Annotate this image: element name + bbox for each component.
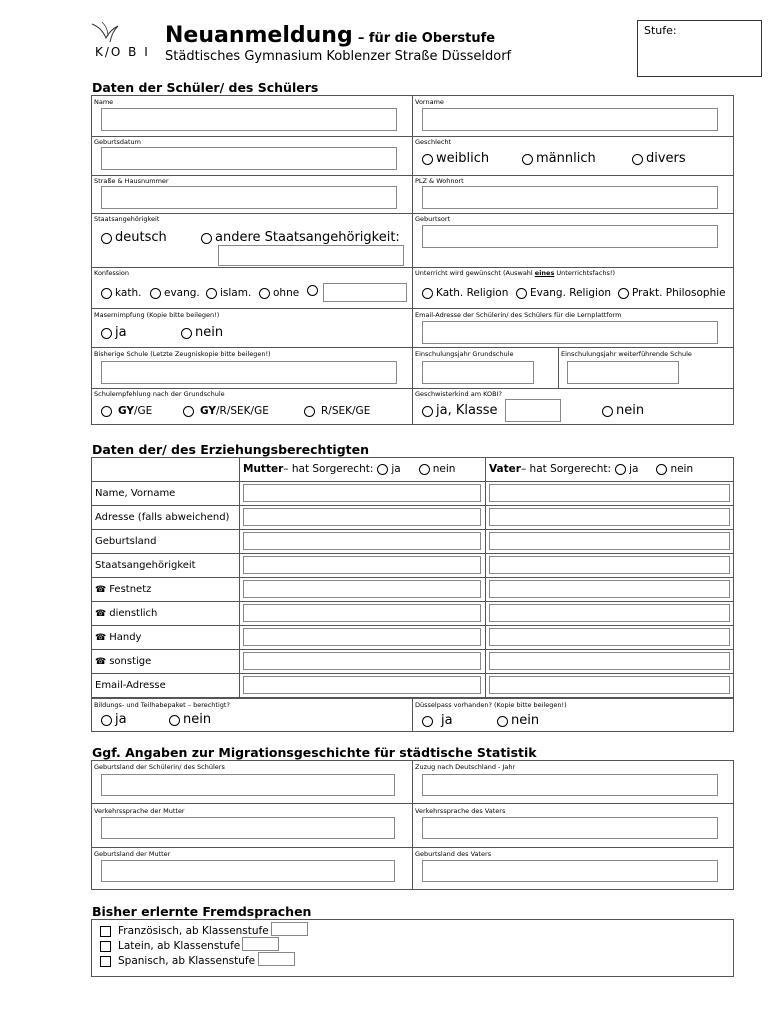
migration-geburtsland-kind-label: Geburtsland der Schülerin/ des Schülers: [94, 763, 225, 771]
radio-icon: [618, 288, 629, 299]
checkbox-icon: [100, 926, 111, 937]
konfession-label: Konfession: [94, 269, 129, 277]
empfehlung-gy-ge-radio[interactable]: GY /GE: [101, 403, 152, 419]
vater-geburtsland-input[interactable]: [489, 532, 730, 550]
radio-icon: [101, 406, 112, 417]
empfehlung-label: Schulempfehlung nach der Grundschule: [94, 390, 225, 398]
geburtsort-input[interactable]: [422, 225, 718, 248]
geschlecht-label: Geschlecht: [415, 138, 452, 146]
page-title: Neuanmeldung – für die Oberstufe: [165, 23, 496, 48]
mutter-festnetz-input[interactable]: [243, 580, 481, 598]
mutter-adresse-input[interactable]: [243, 508, 481, 526]
migration-geburtsland-vater-input[interactable]: [422, 860, 718, 882]
mutter-name-input[interactable]: [243, 484, 481, 502]
row-label-handy: ☎ Handy: [95, 632, 142, 643]
language-spanisch-checkbox[interactable]: Spanisch, ab Klassenstufe: [100, 953, 255, 969]
staat-label: Staatsangehörigkeit: [94, 215, 160, 223]
row-label-email: Email-Adresse: [95, 680, 166, 691]
logo-text: K/O B I: [95, 45, 150, 59]
language-latein-input[interactable]: [242, 937, 279, 951]
einschul-grund-input[interactable]: [422, 361, 534, 384]
phone-icon: ☎: [95, 585, 107, 595]
radio-icon: [201, 233, 212, 244]
geburtsdatum-label: Geburtsdatum: [94, 138, 141, 146]
phone-icon: ☎: [95, 609, 107, 619]
geschlecht-maennlich-radio[interactable]: männlich: [522, 151, 596, 167]
duesselpass-label: Düsselpass vorhanden? (Kopie bitte beilegen!): [415, 701, 567, 709]
migration-sprache-vater-input[interactable]: [422, 817, 718, 839]
bisherige-schule-label: Bisherige Schule (Letzte Zeugniskopie bitte beilegen!): [94, 350, 271, 358]
staat-andere-input[interactable]: [218, 245, 404, 266]
unterricht-kath-radio[interactable]: Kath. Religion: [422, 285, 508, 301]
row-label-sonstige: ☎ sonstige: [95, 656, 152, 667]
migration-sprache-mutter-label: Verkehrssprache der Mutter: [94, 807, 185, 815]
geburtsort-label: Geburtsort: [415, 215, 451, 223]
geschwister-ja-radio[interactable]: ja, Klasse: [422, 403, 498, 419]
migration-zuzug-label: Zuzug nach Deutschland - Jahr: [415, 763, 516, 771]
email-label: Email-Adresse der Schülerin/ des Schülers für die Lernplattform: [415, 311, 622, 319]
vater-staat-input[interactable]: [489, 556, 730, 574]
geschwister-label: Geschwisterkind am KOBI?: [415, 390, 502, 398]
row-label-festnetz: ☎ Festnetz: [95, 584, 152, 595]
mutter-staat-input[interactable]: [243, 556, 481, 574]
vater-sonstige-input[interactable]: [489, 652, 730, 670]
unterricht-philosophie-radio[interactable]: Prakt. Philosophie: [618, 285, 726, 301]
name-label: Name: [94, 98, 114, 106]
migration-zuzug-input[interactable]: [422, 774, 718, 796]
masern-ja-radio[interactable]: ja: [101, 325, 127, 341]
radio-icon: [422, 288, 433, 299]
duesselpass-nein-radio[interactable]: nein: [497, 713, 539, 729]
geburtsdatum-input[interactable]: [101, 147, 397, 170]
students-heading: Daten der Schüler/ des Schülers: [92, 80, 319, 95]
vater-name-input[interactable]: [489, 484, 730, 502]
unterricht-label: Unterricht wird gewünscht (Auswahl eines Unterrichtsfachs!): [415, 269, 615, 277]
radio-icon: [101, 288, 112, 299]
stufe-box[interactable]: [637, 20, 762, 77]
geschwister-nein-radio[interactable]: nein: [602, 403, 644, 419]
radio-icon: [522, 154, 533, 165]
radio-icon: [422, 406, 433, 417]
bildung-nein-radio[interactable]: nein: [169, 712, 211, 728]
migration-geburtsland-mutter-label: Geburtsland der Mutter: [94, 850, 171, 858]
konfession-evang-radio[interactable]: evang.: [150, 285, 200, 301]
unterricht-evang-radio[interactable]: Evang. Religion: [516, 285, 611, 301]
vater-email-input[interactable]: [489, 676, 730, 694]
radio-icon: [304, 406, 315, 417]
radio-icon: [169, 715, 180, 726]
einschul-grund-label: Einschulungsjahr Grundschule: [415, 350, 514, 358]
row-label-geburtsland: Geburtsland: [95, 536, 157, 547]
radio-icon: [422, 716, 433, 727]
bisherige-schule-input[interactable]: [101, 361, 397, 384]
vater-dienstlich-input[interactable]: [489, 604, 730, 622]
phone-icon: ☎: [95, 633, 107, 643]
empfehlung-r-sek-ge-radio[interactable]: R/SEK/GE: [304, 403, 370, 419]
einschul-weiter-input[interactable]: [567, 361, 679, 384]
migration-geburtsland-mutter-input[interactable]: [101, 860, 395, 882]
vorname-input[interactable]: [422, 108, 718, 131]
guardians-heading: Daten der/ des Erziehungsberechtigten: [92, 442, 370, 457]
geschlecht-weiblich-radio[interactable]: weiblich: [422, 151, 489, 167]
language-latein-checkbox[interactable]: Latein, ab Klassenstufe: [100, 938, 240, 954]
staat-deutsch-radio[interactable]: deutsch: [101, 230, 167, 246]
bildung-ja-radio[interactable]: ja: [101, 712, 127, 728]
migration-geburtsland-vater-label: Geburtsland des Vaters: [415, 850, 492, 858]
radio-icon: [183, 406, 194, 417]
konfession-other-input[interactable]: [323, 283, 407, 302]
name-input[interactable]: [101, 108, 397, 131]
vater-adresse-input[interactable]: [489, 508, 730, 526]
masern-nein-radio[interactable]: nein: [181, 325, 223, 341]
radio-icon: [101, 328, 112, 339]
language-spanisch-input[interactable]: [258, 952, 295, 966]
radio-icon: [101, 233, 112, 244]
language-franzoesisch-checkbox[interactable]: Französisch, ab Klassenstufe: [100, 923, 269, 939]
empfehlung-gy-r-sek-ge-radio[interactable]: GY /R/SEK/GE: [183, 403, 269, 419]
masern-label: Masernimpfung (Kopie bitte beilegen!): [94, 311, 220, 319]
phone-icon: ☎: [95, 657, 107, 667]
mutter-sorgerecht-nein-radio[interactable]: [419, 464, 430, 475]
radio-icon: [602, 406, 613, 417]
konfession-islam-radio[interactable]: islam.: [206, 285, 251, 301]
radio-icon: [259, 288, 270, 299]
strasse-input[interactable]: [101, 186, 397, 209]
migration-sprache-vater-label: Verkehrssprache des Vaters: [415, 807, 506, 815]
vater-handy-input[interactable]: [489, 628, 730, 646]
vater-header: Vater – hat Sorgerecht: ja nein: [489, 463, 694, 475]
konfession-other-radio[interactable]: [307, 285, 321, 296]
vater-sorgerecht-ja-radio[interactable]: [615, 464, 626, 475]
geschlecht-divers-radio[interactable]: divers: [632, 151, 686, 167]
mutter-geburtsland-input[interactable]: [243, 532, 481, 550]
languages-heading: Bisher erlernte Fremdsprachen: [92, 904, 312, 919]
mutter-handy-input[interactable]: [243, 628, 481, 646]
bildung-label: Bildungs- und Teilhabepaket – berechtigt?: [94, 701, 230, 709]
radio-icon: [206, 288, 217, 299]
language-franzoesisch-input[interactable]: [271, 922, 308, 936]
mutter-sonstige-input[interactable]: [243, 652, 481, 670]
geschwister-klasse-input[interactable]: [505, 399, 561, 422]
mutter-dienstlich-input[interactable]: [243, 604, 481, 622]
checkbox-icon: [100, 956, 111, 967]
row-label-dienstlich: ☎ dienstlich: [95, 608, 158, 619]
migration-heading: Ggf. Angaben zur Migrationsgeschichte für städtische Statistik: [92, 745, 537, 760]
email-input[interactable]: [422, 321, 718, 344]
mutter-header: Mutter – hat Sorgerecht: ja nein: [243, 463, 456, 475]
radio-icon: [516, 288, 527, 299]
konfession-kath-radio[interactable]: kath.: [101, 285, 141, 301]
vater-festnetz-input[interactable]: [489, 580, 730, 598]
stufe-label: Stufe:: [644, 24, 677, 37]
plz-label: PLZ & Wohnort: [415, 177, 464, 185]
mutter-email-input[interactable]: [243, 676, 481, 694]
school-logo: [88, 18, 150, 62]
row-label-name: Name, Vorname: [95, 488, 176, 499]
radio-icon: [422, 154, 433, 165]
migration-sprache-mutter-input[interactable]: [101, 817, 395, 839]
mutter-sorgerecht-ja-radio[interactable]: [377, 464, 388, 475]
staat-andere-radio[interactable]: andere Staatsangehörigkeit:: [201, 230, 400, 246]
page-subtitle: Städtisches Gymnasium Koblenzer Straße Düsseldorf: [165, 49, 512, 64]
radio-icon: [497, 716, 508, 727]
vorname-label: Vorname: [415, 98, 444, 106]
konfession-ohne-radio[interactable]: ohne: [259, 285, 299, 301]
strasse-label: Straße & Hausnummer: [94, 177, 169, 185]
vater-sorgerecht-nein-radio[interactable]: [656, 464, 667, 475]
einschul-weiter-label: Einschulungsjahr weiterführende Schule: [561, 350, 692, 358]
checkbox-icon: [100, 941, 111, 952]
radio-icon: [150, 288, 161, 299]
radio-icon: [101, 715, 112, 726]
migration-geburtsland-kind-input[interactable]: [101, 774, 395, 796]
row-label-adresse: Adresse (falls abweichend): [95, 512, 230, 523]
radio-icon: [632, 154, 643, 165]
radio-icon: [307, 285, 318, 296]
duesselpass-ja-radio[interactable]: ja: [422, 713, 453, 729]
radio-icon: [181, 328, 192, 339]
row-label-staat: Staatsangehörigkeit: [95, 560, 196, 571]
plz-input[interactable]: [422, 186, 718, 209]
